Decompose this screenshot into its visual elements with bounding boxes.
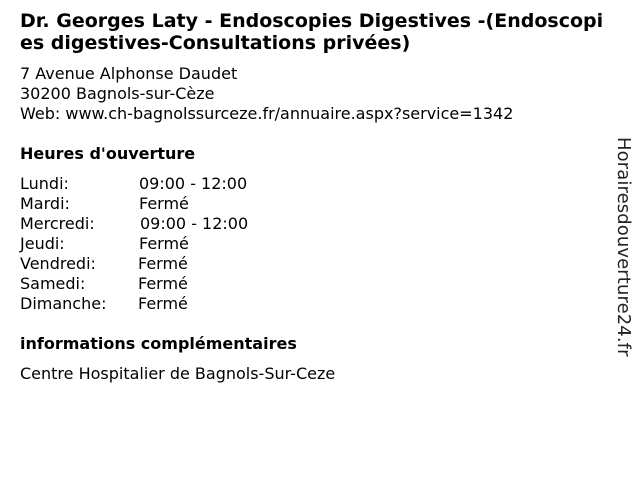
site-watermark	[610, 137, 634, 377]
page-title: Dr. Georges Laty - Endoscopies Digestives -(Endoscopies digestives-Consultations privées)	[20, 10, 604, 54]
watermark-text: Horairesdouverture24.fr	[613, 137, 634, 357]
street-address: 7 Avenue Alphonse Daudet	[20, 64, 238, 83]
city-address: 30200 Bagnols-sur-Cèze	[20, 84, 215, 103]
hours-value: 09:00 - 12:00	[140, 214, 249, 233]
day-label: Jeudi:	[20, 234, 65, 253]
hours-value: Fermé	[138, 294, 188, 313]
day-label: Mardi:	[20, 194, 70, 213]
day-label: Dimanche:	[20, 294, 107, 313]
website-link[interactable]: Web: www.ch-bagnolssurceze.fr/annuaire.aspx?service=1342	[20, 104, 514, 123]
hours-value: 09:00 - 12:00	[139, 174, 248, 193]
hours-value: Fermé	[138, 254, 188, 273]
day-label: Vendredi:	[20, 254, 96, 273]
day-label: Mercredi:	[20, 214, 95, 233]
additional-info-text: Centre Hospitalier de Bagnols-Sur-Ceze	[20, 364, 336, 383]
hours-value: Fermé	[139, 194, 189, 213]
hours-value: Fermé	[139, 234, 189, 253]
address-block	[20, 64, 513, 124]
additional-info-heading: informations complémentaires	[20, 334, 297, 353]
opening-hours-heading: Heures d'ouverture	[20, 144, 196, 163]
day-label: Samedi:	[20, 274, 86, 293]
day-label: Lundi:	[20, 174, 69, 193]
hours-value: Fermé	[138, 274, 188, 293]
